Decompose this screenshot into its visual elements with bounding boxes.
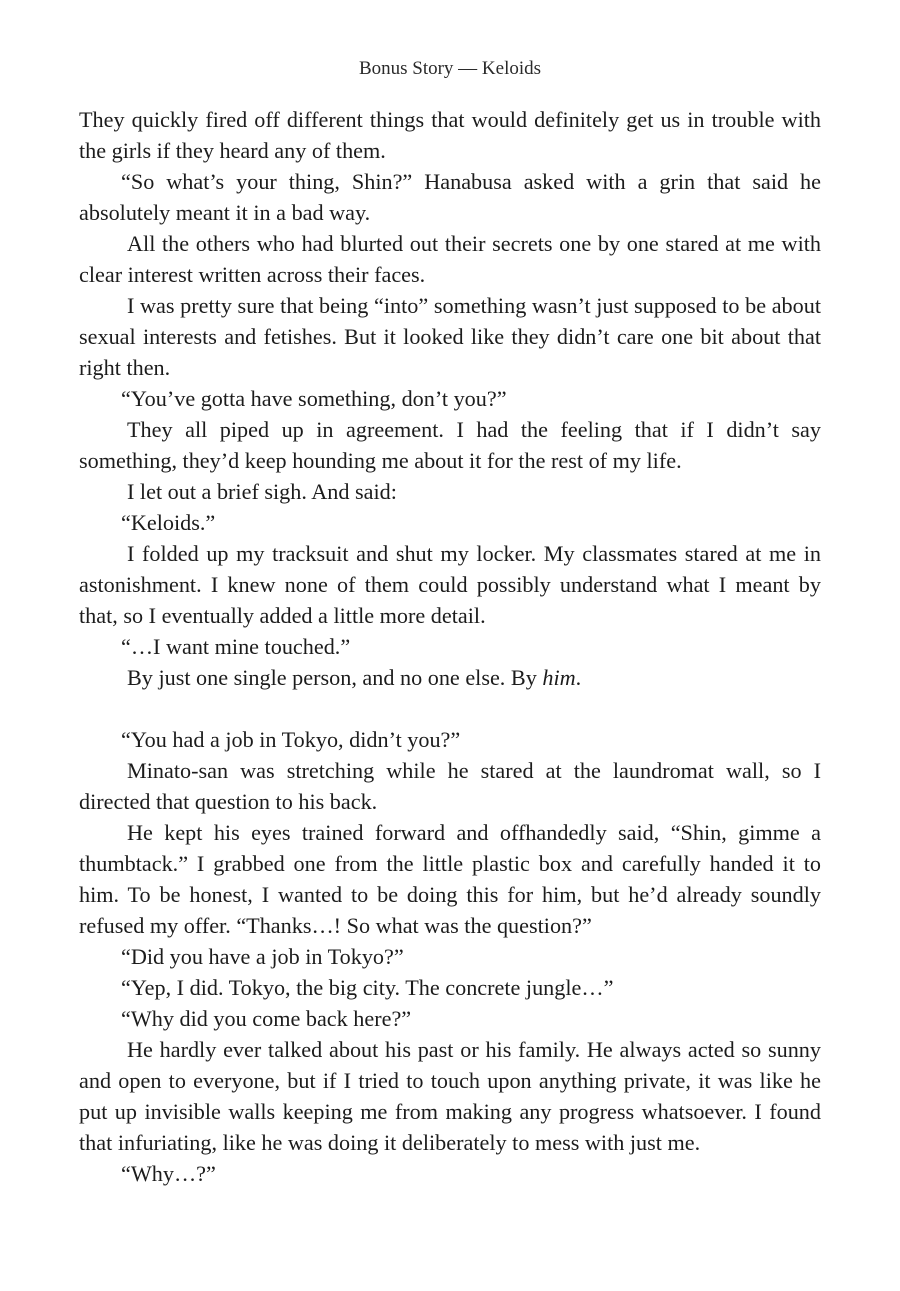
paragraph: He hardly ever talked about his past or his family. He always acted so sunny and open to everyone, but if I tried to touch upon anything private, it was like he put up invisible walls keeping me from making any progress whatsoever. I found that infuriating, like he was doing it deliberately to mess with just me. — [79, 1037, 821, 1155]
paragraph: I let out a brief sigh. And said: — [127, 479, 397, 504]
paragraph: “You’ve gotta have something, don’t you?” — [121, 386, 507, 411]
paragraph: They quickly fired off different things that would definitely get us in trouble with the girls if they heard any of them. — [79, 107, 821, 163]
paragraph: “Did you have a job in Tokyo?” — [121, 944, 404, 969]
paragraph: “Why did you come back here?” — [121, 1006, 412, 1031]
paragraph: I folded up my tracksuit and shut my locker. My classmates stared at me in astonishment. I knew none of them could possibly understand what I meant by that, so I eventually added a little more detail. — [79, 541, 821, 628]
paragraph: All the others who had blurted out their secrets one by one stared at me with clear interest written across their faces. — [79, 231, 821, 287]
paragraph: He kept his eyes trained forward and offhandedly said, “Shin, gimme a thumbtack.” I grabbed one from the little plastic box and carefully handed it to him. To be honest, I wanted to be doing this for him, but he’d already soundly refused my offer. “Thanks…! So what was the question?” — [79, 820, 821, 938]
paragraph: I was pretty sure that being “into” something wasn’t just supposed to be about sexual interests and fetishes. But it looked like they didn’t care one bit about that right then. — [79, 293, 821, 380]
paragraph: Minato-san was stretching while he stared at the laundromat wall, so I directed that question to his back. — [79, 758, 821, 814]
paragraph: “Yep, I did. Tokyo, the big city. The concrete jungle…” — [121, 975, 614, 1000]
paragraph-text: . — [575, 665, 582, 690]
paragraph: “So what’s your thing, Shin?” Hanabusa asked with a grin that said he absolutely meant it in a bad way. — [79, 169, 821, 225]
paragraph: They all piped up in agreement. I had the feeling that if I didn’t say something, they’d keep hounding me about it for the rest of my life. — [79, 417, 821, 473]
scene-break — [79, 693, 821, 724]
paragraph-text: By just one single person, and no one else. By — [127, 665, 543, 690]
body-text — [79, 104, 821, 1189]
paragraph: “You had a job in Tokyo, didn’t you?” — [121, 727, 461, 752]
paragraph: “Keloids.” — [121, 510, 216, 535]
paragraph: “…I want mine touched.” — [121, 634, 351, 659]
italic-emphasis: him — [542, 665, 576, 690]
paragraph: “Why…?” — [121, 1161, 216, 1186]
running-header: Bonus Story — Keloids — [358, 58, 542, 79]
paragraph — [79, 662, 821, 693]
